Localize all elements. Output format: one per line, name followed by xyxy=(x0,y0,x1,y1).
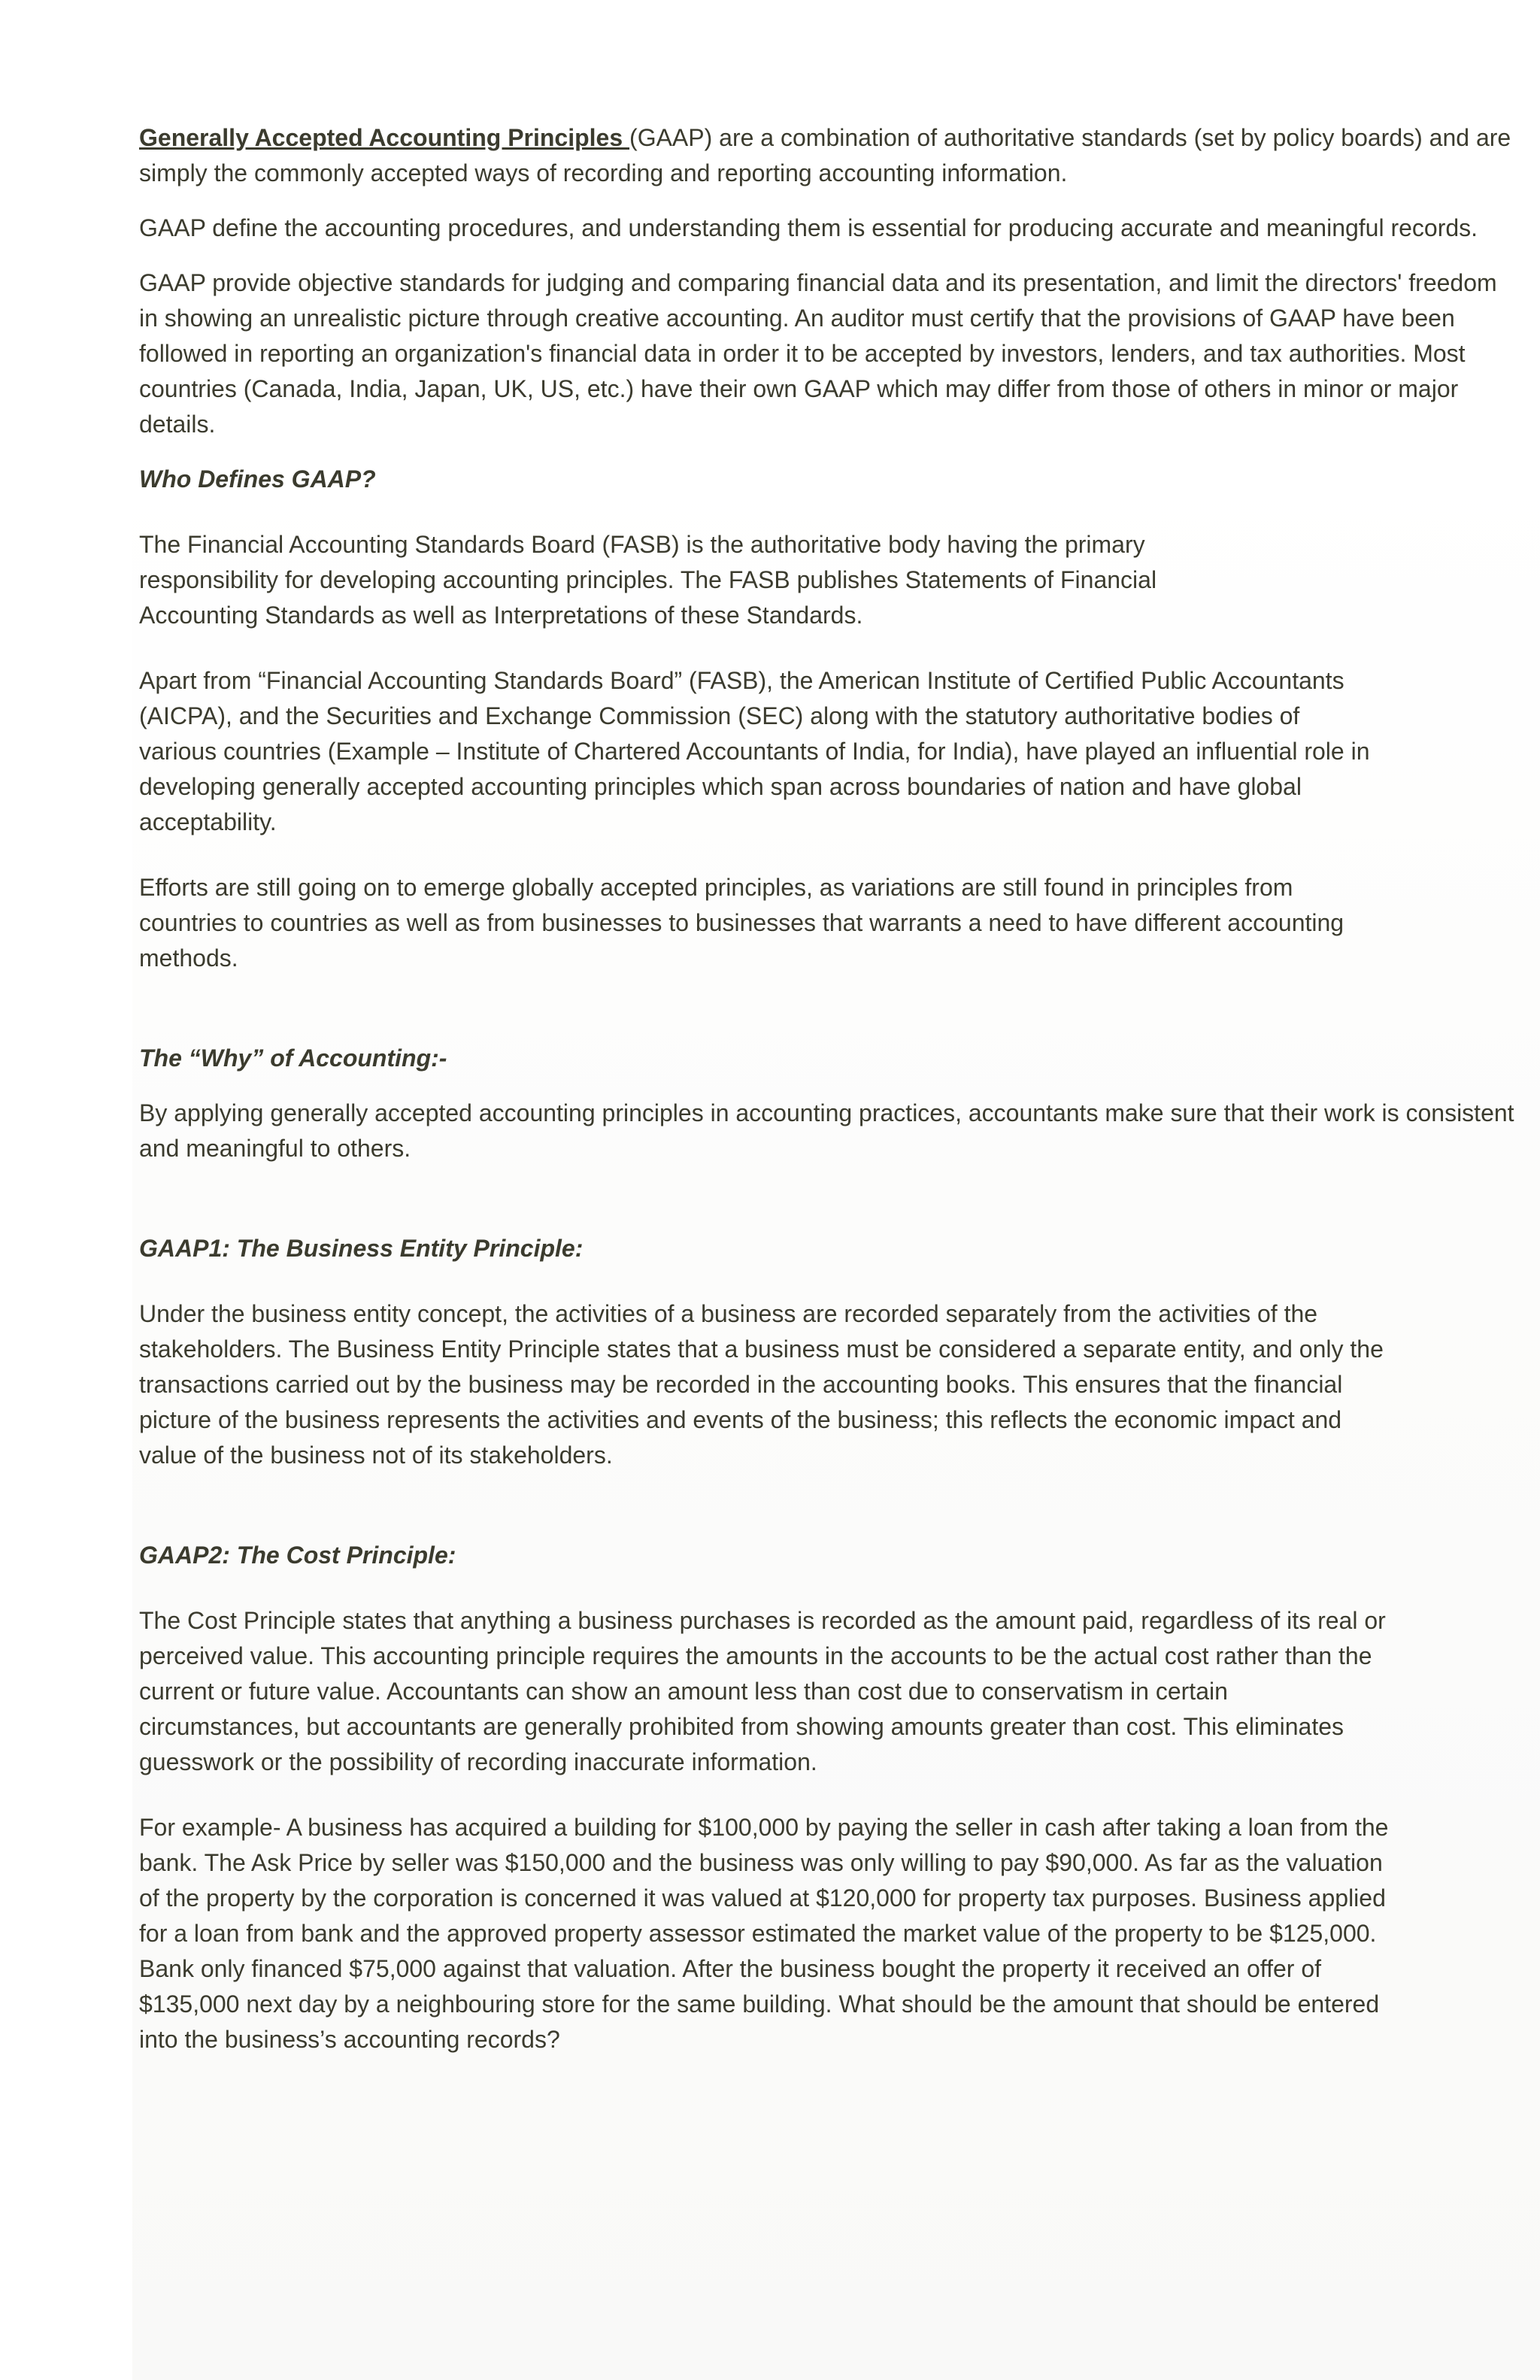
why-heading: The “Why” of Accounting:- xyxy=(139,1044,447,1072)
gaap-define-paragraph: GAAP define the accounting procedures, and understanding them is essential for producing accurate and meaningful records. xyxy=(139,214,1478,241)
efforts-paragraph: Efforts are still going on to emerge globally accepted principles, as variations are still found in principles from countries to countries as well as from businesses to businesses that warrants a need to have different accounting methods. xyxy=(139,874,1344,972)
intro-text: (GAAP) are a combination of authoritative standards (set by policy boards) and are simply the commonly accepted ways of recording and reporting accounting information. xyxy=(139,124,1511,186)
cost-example-paragraph: For example- A business has acquired a building for $100,000 by paying the seller in cash after taking a loan from the bank. The Ask Price by seller was $150,000 and the business was only willing to pay $90,000. As far as the valuation of the property by the corporation is concerned it was valued at $120,000 for property tax purposes. Business applied for a loan from bank and the approved property assessor estimated the market value of the property to be $125,000. Bank only financed $75,000 against that valuation. After the business bought the property it received an offer of $135,000 next day by a neighbouring store for the same building. What should be the amount that should be entered into the business’s accounting records? xyxy=(139,1814,1389,2053)
gaap1-paragraph: Under the business entity concept, the activities of a business are recorded separately from the activities of the stakeholders. The Business Entity Principle states that a business must be considered a separate entity, and only the transactions carried out by the business may be recorded in the accounting books. This ensures that the financial picture of the business represents the activities and events of the business; this reflects the economic impact and value of the business not of its stakeholders. xyxy=(139,1300,1384,1469)
why-paragraph: By applying generally accepted accounting principles in accounting practices, accountants make sure that their work is consistent and meaningful to others. xyxy=(139,1099,1514,1162)
fasb-paragraph: The Financial Accounting Standards Board (FASB) is the authoritative body having the primary responsibility for developing accounting principles. The FASB publishes Statements of Financial Accounting Standards as well as Interpretations of these Standards. xyxy=(139,531,1157,629)
gaap-term-link[interactable]: Generally Accepted Accounting Principles xyxy=(139,124,630,151)
bodies-paragraph: Apart from “Financial Accounting Standards Board” (FASB), the American Institute of Certified Public Accountants (AICPA), and the Securities and Exchange Commission (SEC) along with the statutory authoritative bodies of various countries (Example – Institute of Chartered Accountants of India, for India), have played an influential role in developing generally accepted accounting principles which span across boundaries of nation and have global acceptability. xyxy=(139,667,1370,835)
intro-paragraph xyxy=(139,120,1530,191)
gaap1-heading: GAAP1: The Business Entity Principle: xyxy=(139,1235,584,1262)
document-body xyxy=(139,120,1530,2057)
who-defines-heading: Who Defines GAAP? xyxy=(139,465,376,493)
gaap-objective-paragraph: GAAP provide objective standards for judging and comparing financial data and its presentation, and limit the directors' freedom in showing an unrealistic picture through creative accounting. An auditor must certify that the provisions of GAAP have been followed in reporting an organization's financial data in order it to be accepted by investors, lenders, and tax authorities. Most countries (Canada, India, Japan, UK, US, etc.) have their own GAAP which may differ from those of others in minor or major details. xyxy=(139,269,1497,438)
gaap2-heading: GAAP2: The Cost Principle: xyxy=(139,1542,456,1569)
cost-principle-paragraph: The Cost Principle states that anything a business purchases is recorded as the amount paid, regardless of its real or perceived value. This accounting principle requires the amounts in the accounts to be the actual cost rather than the current or future value. Accountants can show an amount less than cost due to conservatism in certain circumstances, but accountants are generally prohibited from showing amounts greater than cost. This eliminates guesswork or the possibility of recording inaccurate information. xyxy=(139,1607,1386,1775)
